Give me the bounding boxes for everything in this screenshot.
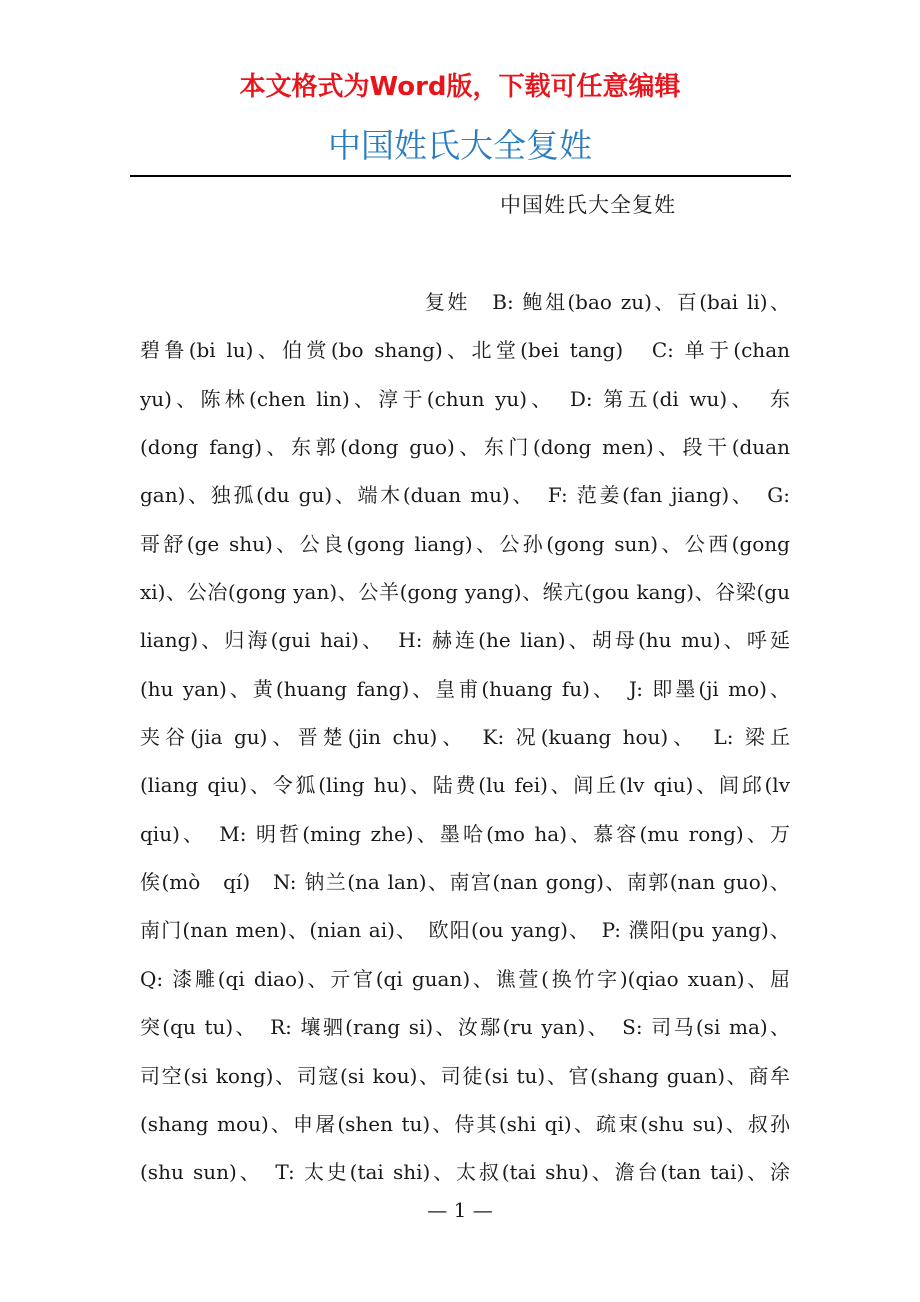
body-line: Q: 漆雕(qi diao)、亓官(qi guan)、谯萱(换竹字)(qiao xuan)、屈: [140, 966, 790, 991]
page-number: — 1 —: [427, 1198, 493, 1222]
body-line: 复姓 B: 鲍俎(bao zu)、百(bai li)、: [425, 290, 790, 314]
body-line: (shu sun)、 T: 太史(tai shi)、太叔(tai shu)、澹台(tan tai)、涂: [140, 1160, 790, 1185]
body-line: 哥舒(ge shu)、公良(gong liang)、公孙(gong sun)、公西(gong: [140, 531, 790, 556]
body-line: (dong fang)、东郭(dong guo)、东门(dong men)、段干(duan: [140, 435, 790, 460]
body-line: (shang mou)、申屠(shen tu)、侍其(shi qi)、疏束(shu su)、叔孙: [140, 1111, 790, 1136]
body-line: liang)、归海(gui hai)、 H: 赫连(he lian)、胡母(hu mu)、呼延: [140, 628, 790, 653]
document-subtitle: 中国姓氏大全复姓: [500, 193, 676, 217]
body-line: 夹谷(jia gu)、晋楚(jin chu)、 K: 况(kuang hou)、 L: 梁丘: [140, 725, 790, 750]
body-line: 碧鲁(bi lu)、伯赏(bo shang)、北堂(bei tang) C: 单于(chan: [140, 338, 790, 363]
body-line: yu)、陈林(chen lin)、淳于(chun yu)、 D: 第五(di wu)、 东: [140, 386, 790, 411]
body-line: gan)、独孤(du gu)、端木(duan mu)、 F: 范姜(fan jiang)、 G:: [140, 483, 790, 508]
body-line: (liang qiu)、令狐(ling hu)、陆费(lu fei)、闾丘(lv qiu)、闾邱(lv: [140, 773, 790, 798]
body-text: [140, 278, 790, 1197]
body-line: 南门(nan men)、(nian ai)、 欧阳(ou yang)、 P: 濮阳(pu yang)、: [140, 918, 790, 943]
body-line: xi)、公冶(gong yan)、公羊(gong yang)、缑亢(gou kang)、谷梁(gu: [140, 580, 790, 605]
document-title: 中国姓氏大全复姓: [328, 126, 592, 165]
body-line: (hu yan)、黄(huang fang)、皇甫(huang fu)、 J: 即墨(ji mo)、: [140, 676, 790, 701]
body-line: qiu)、 M: 明哲(ming zhe)、墨哈(mo ha)、慕容(mu rong)、万: [140, 821, 790, 846]
title-divider: [130, 175, 791, 177]
body-line: 司空(si kong)、司寇(si kou)、司徒(si tu)、官(shang guan)、商牟: [140, 1063, 790, 1088]
body-line: 突(qu tu)、 R: 壤驷(rang si)、汝鄢(ru yan)、 S: 司马(si ma)、: [140, 1015, 790, 1040]
body-line: 俟(mò qí) N: 钠兰(na lan)、南宫(nan gong)、南郭(nan guo)、: [140, 870, 790, 895]
download-banner: 本文格式为Word版，下载可任意编辑: [239, 72, 681, 102]
